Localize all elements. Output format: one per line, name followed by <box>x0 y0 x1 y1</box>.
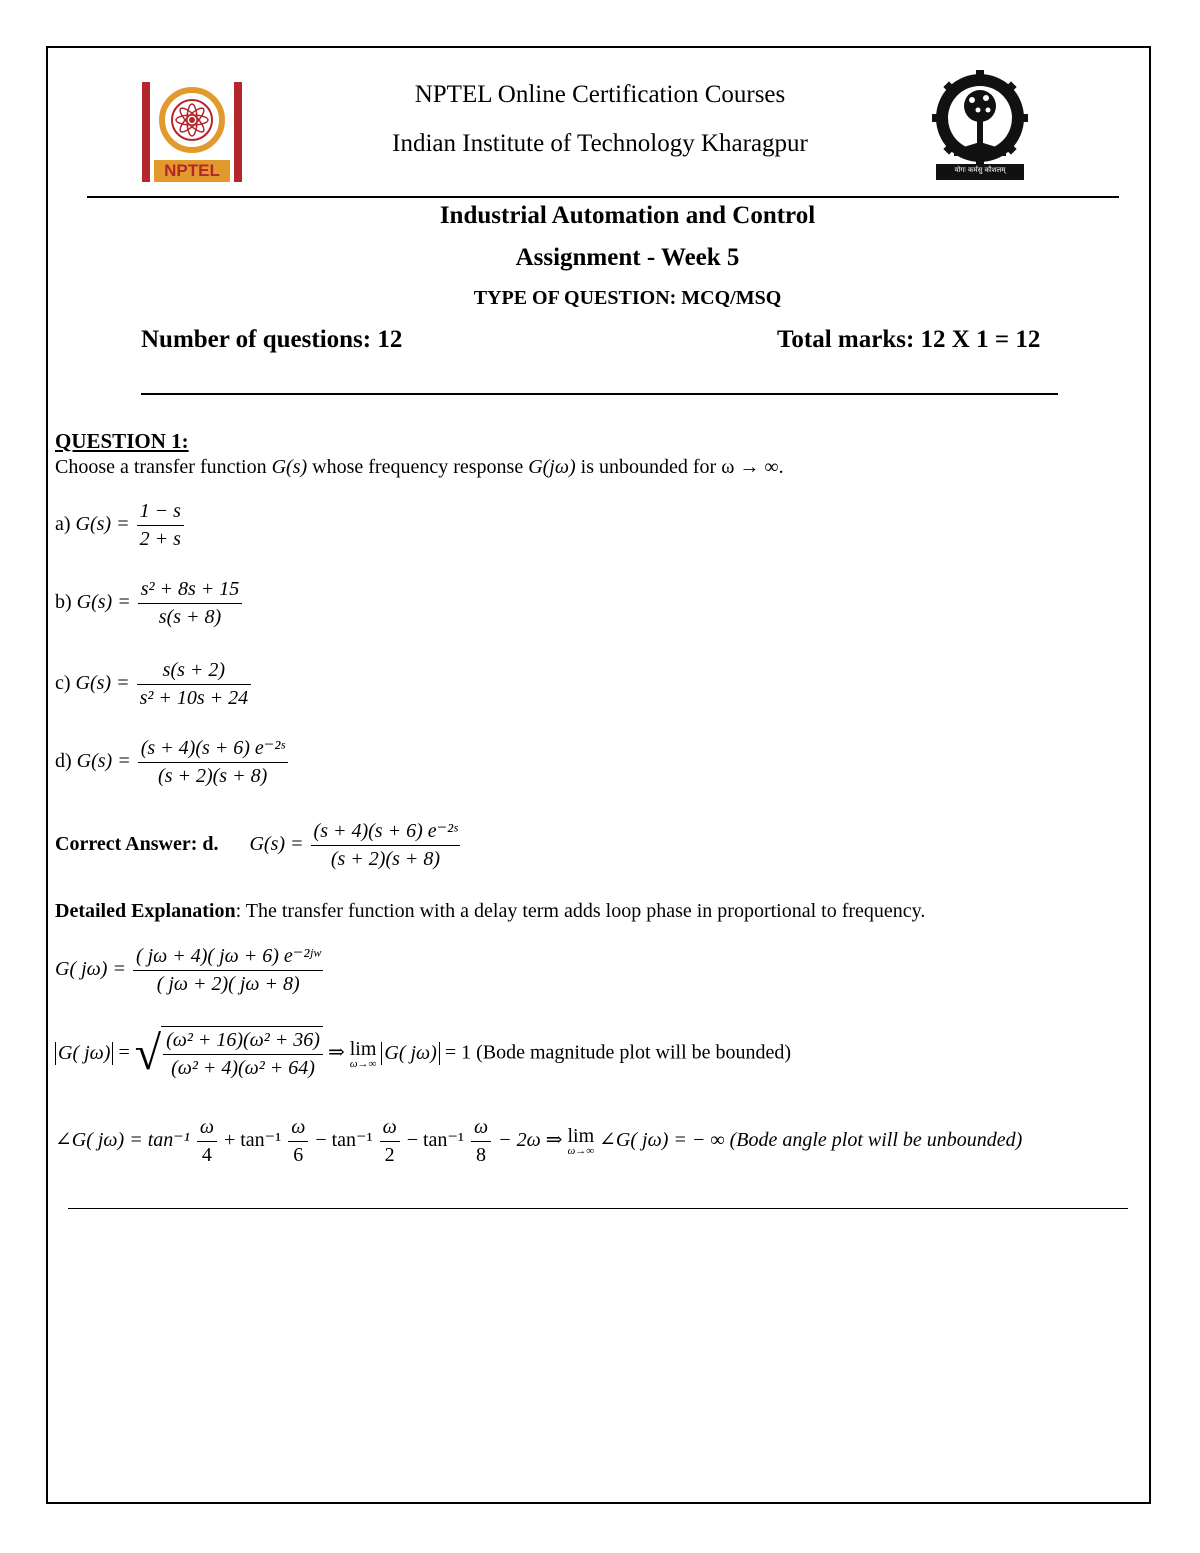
question-type: TYPE OF QUESTION: MCQ/MSQ <box>473 287 782 309</box>
eq3-fraction <box>288 1114 308 1169</box>
option-label: c) <box>55 672 71 695</box>
explanation-label: Detailed Explanation <box>55 900 236 922</box>
lim-subscript: ω→∞ <box>567 1145 595 1157</box>
question-text-gs: G(s) <box>271 456 308 478</box>
explanation-text <box>55 900 925 923</box>
option-denominator: 2 + s <box>139 528 181 550</box>
iit-kharagpur-logo <box>928 70 1032 182</box>
eq2-denominator: (ω² + 4)(ω² + 64) <box>171 1057 315 1079</box>
option-lhs: G(s) = <box>75 672 130 695</box>
lim-subscript: ω→∞ <box>349 1057 377 1070</box>
eq1-fraction <box>133 943 324 998</box>
eq2-magnitude-limit: G( jω) <box>381 1042 439 1065</box>
question-text-mid: whose frequency response <box>307 456 529 478</box>
equation-1 <box>55 943 325 998</box>
eq3-denominator: 6 <box>293 1144 304 1166</box>
eq3-limit <box>567 1126 594 1157</box>
answer-numerator: (s + 4)(s + 6) e⁻²ˢ <box>311 818 461 846</box>
sqrt-icon: √ <box>134 1027 162 1080</box>
question-text-post: is unbounded for ω → ∞. <box>575 456 784 478</box>
iit-logo-motto: योगः कर्मसु कौशलम् <box>954 166 1006 174</box>
option-c[interactable] <box>55 657 253 712</box>
option-a[interactable] <box>55 498 186 553</box>
eq3-fraction <box>471 1114 491 1169</box>
equation-2: G( jω) = √ $\frac{\text{(ω² + 16)(ω² + 36)}}{\text{(ω² + 4)(ω² + 64)}}$ ⇒ lim ω→∞ G( jω) = 1 (Bode magnitude plot will be bounded) <box>55 1026 791 1082</box>
eq2-fraction <box>163 1027 323 1082</box>
answer-denominator: (s + 2)(s + 8) <box>330 848 441 870</box>
option-numerator: s² + 8s + 15 <box>138 576 243 604</box>
option-lhs: G(s) = <box>75 513 130 536</box>
eq3-part: ∠G( jω) = tan⁻¹ <box>55 1129 190 1152</box>
end-rule <box>68 1208 1128 1209</box>
eq3-denominator: 8 <box>476 1144 487 1166</box>
header-line-1: NPTEL Online Certification Courses <box>414 81 786 108</box>
option-numerator: 1 − s <box>137 498 184 526</box>
option-fraction <box>138 735 288 790</box>
option-denominator: (s + 2)(s + 8) <box>158 765 268 787</box>
option-label: d) <box>55 750 72 773</box>
explanation-body: : The transfer function with a delay term adds loop phase in proportional to frequency. <box>235 900 926 922</box>
option-lhs: G(s) = <box>76 750 131 773</box>
option-numerator: (s + 4)(s + 6) e⁻²ˢ <box>138 735 288 763</box>
option-label: b) <box>55 591 72 614</box>
header-rule <box>87 196 1119 198</box>
eq3-rhs: ∠G( jω) = − ∞ (Bode angle plot will be unbounded) <box>599 1129 1023 1152</box>
eq3-fraction <box>380 1114 400 1169</box>
eq1-lhs: G( jω) = <box>55 958 126 981</box>
correct-answer-label: Correct Answer: d. <box>55 833 219 856</box>
eq3-denominator: 2 <box>384 1144 395 1166</box>
eq2-limit <box>350 1039 377 1070</box>
correct-answer <box>55 818 462 873</box>
section-rule <box>141 393 1058 395</box>
eq2-rhs: = 1 (Bode magnitude plot will be bounded) <box>444 1041 792 1064</box>
option-fraction <box>137 498 184 553</box>
nptel-logo <box>140 80 244 184</box>
lim-text: lim <box>349 1037 377 1060</box>
option-fraction <box>137 657 252 712</box>
eq1-denominator: ( jω + 2)( jω + 8) <box>156 973 300 995</box>
course-title: Industrial Automation and Control <box>439 202 816 229</box>
eq3-numerator: ω <box>380 1114 400 1142</box>
eq2-arrow: ⇒ <box>327 1041 345 1064</box>
assignment-title: Assignment - Week 5 <box>515 244 740 271</box>
eq3-part: + tan⁻¹ <box>223 1129 282 1152</box>
lim-text: lim <box>567 1125 595 1147</box>
option-fraction <box>138 576 243 631</box>
eq3-fraction <box>197 1114 217 1169</box>
question-text-pre: Choose a transfer function <box>55 456 272 478</box>
eq3-part: − tan⁻¹ <box>406 1129 464 1152</box>
header-line-2: Indian Institute of Technology Kharagpur <box>392 130 808 157</box>
eq2-magnitude: G( jω) <box>55 1042 113 1065</box>
eq1-numerator: ( jω + 4)( jω + 6) e⁻²ʲʷ <box>133 943 324 971</box>
eq3-numerator: ω <box>197 1114 217 1142</box>
eq3-part: − tan⁻¹ <box>315 1129 373 1152</box>
answer-fraction <box>311 818 461 873</box>
option-label: a) <box>55 513 71 536</box>
eq3-part: − 2ω ⇒ <box>498 1129 563 1152</box>
option-denominator: s(s + 8) <box>158 606 222 628</box>
question-text <box>55 456 784 479</box>
eq2-numerator: (ω² + 16)(ω² + 36) <box>163 1027 323 1055</box>
option-lhs: G(s) = <box>76 591 131 614</box>
option-denominator: s² + 10s + 24 <box>139 687 249 709</box>
nptel-logo-text: NPTEL <box>164 161 220 180</box>
option-d[interactable] <box>55 735 290 790</box>
question-text-gjw: G(jω) <box>528 456 576 478</box>
option-numerator: s(s + 2) <box>137 657 252 685</box>
total-marks: Total marks: 12 X 1 = 12 <box>777 326 1041 353</box>
num-questions: Number of questions: 12 <box>141 326 403 353</box>
eq3-denominator: 4 <box>201 1144 212 1166</box>
equation-3 <box>55 1114 1022 1169</box>
eq3-numerator: ω <box>471 1114 491 1142</box>
answer-lhs: G(s) = <box>249 833 304 856</box>
question-heading: QUESTION 1: <box>55 429 189 453</box>
eq3-numerator: ω <box>288 1114 308 1142</box>
option-b[interactable] <box>55 576 244 631</box>
